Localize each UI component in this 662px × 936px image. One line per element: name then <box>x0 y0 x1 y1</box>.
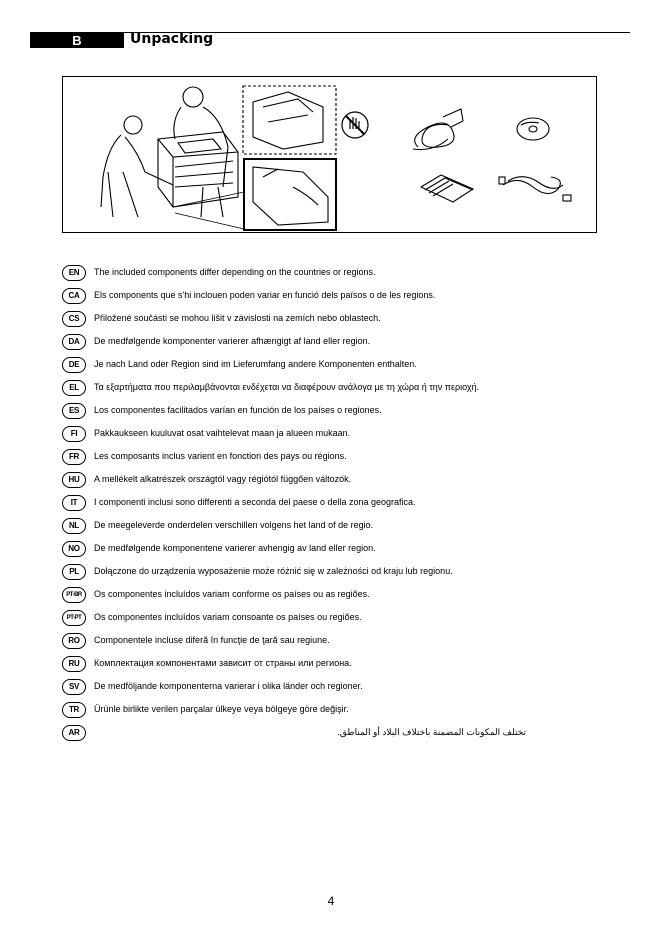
language-text: The included components differ depending on the countries or regions. <box>94 267 376 277</box>
unpacking-illustration <box>63 77 598 234</box>
language-row-sv <box>62 678 622 701</box>
language-text: Pakkaukseen kuuluvat osat vaihtelevat maan ja alueen mukaan. <box>94 428 351 438</box>
unpacking-figure <box>62 76 597 233</box>
language-text: Os componentes incluídos variam conforme os países ou as regiões. <box>94 589 370 599</box>
language-text: Los componentes facilitados varían en función de los países o regiones. <box>94 405 382 415</box>
language-code-badge: RU <box>62 656 86 672</box>
language-text: Os componentes incluídos variam consoante os países ou regiões. <box>94 612 362 622</box>
language-row-ro <box>62 632 622 655</box>
language-code-badge: FR <box>62 449 86 465</box>
language-text: De medfølgende komponentene varierer avhengig av land eller region. <box>94 543 376 553</box>
language-code-badge: PL <box>62 564 86 580</box>
language-code-badge: FI <box>62 426 86 442</box>
power-cord-icon <box>413 109 463 150</box>
language-row-pt-br <box>62 586 622 609</box>
language-code-badge: PT-PT <box>62 610 86 626</box>
language-list <box>62 264 622 747</box>
language-row-ca <box>62 287 622 310</box>
language-text: Комплектация компонентами зависит от страны или региона. <box>94 658 352 668</box>
language-text: Je nach Land oder Region sind im Lieferumfang andere Komponenten enthalten. <box>94 359 417 369</box>
language-code-badge: RO <box>62 633 86 649</box>
language-row-el <box>62 379 622 402</box>
language-row-no <box>62 540 622 563</box>
language-code-badge: HU <box>62 472 86 488</box>
language-text: Ürünle birlikte verilen parçalar ülkeye veya bölgeye göre değişir. <box>94 704 349 714</box>
document-folder-icon <box>421 175 473 202</box>
language-row-es <box>62 402 622 425</box>
language-code-badge: EN <box>62 265 86 281</box>
cd-icon <box>517 118 549 140</box>
language-code-badge: ES <box>62 403 86 419</box>
language-code-badge: DE <box>62 357 86 373</box>
language-text: Přiložené součásti se mohou lišit v závislosti na zemích nebo oblastech. <box>94 313 381 323</box>
language-code-badge: NL <box>62 518 86 534</box>
language-code-badge: CS <box>62 311 86 327</box>
language-row-nl <box>62 517 622 540</box>
language-code-badge: IT <box>62 495 86 511</box>
page-number: 4 <box>327 894 335 908</box>
language-text: De medföljande komponenterna varierar i olika länder och regioner. <box>94 681 363 691</box>
language-row-cs <box>62 310 622 333</box>
language-row-de <box>62 356 622 379</box>
section-badge: B <box>30 33 124 48</box>
language-text: I componenti inclusi sono differenti a seconda del paese o della zona geografica. <box>94 497 416 507</box>
language-row-pt-pt <box>62 609 622 632</box>
language-row-it <box>62 494 622 517</box>
language-text: تختلف المكونات المضمنة باختلاف البلاد أو المناطق. <box>337 727 526 737</box>
language-text: Dołączone do urządzenia wyposażenie może różnić się w zależności od kraju lub regionu. <box>94 566 453 576</box>
language-text: A mellékelt alkatrészek országtól vagy régiótól függően változók. <box>94 474 352 484</box>
language-text: De meegeleverde onderdelen verschillen volgens het land of de regio. <box>94 520 374 530</box>
language-row-da <box>62 333 622 356</box>
language-code-badge: NO <box>62 541 86 557</box>
language-row-fi <box>62 425 622 448</box>
language-text: Les composants inclus varient en fonction des pays ou régions. <box>94 451 347 461</box>
people-lifting-copier-illustration <box>101 86 336 230</box>
language-code-badge: SV <box>62 679 86 695</box>
language-row-pl <box>62 563 622 586</box>
language-row-en <box>62 264 622 287</box>
language-row-ru <box>62 655 622 678</box>
language-row-hu <box>62 471 622 494</box>
language-code-badge: AR <box>62 725 86 741</box>
language-code-badge: PT-BR <box>62 587 86 603</box>
usb-cable-icon <box>499 177 571 201</box>
language-text: De medfølgende komponenter varierer afhængigt af land eller region. <box>94 336 371 346</box>
language-row-fr <box>62 448 622 471</box>
language-code-badge: TR <box>62 702 86 718</box>
section-title: Unpacking <box>130 31 214 47</box>
language-row-ar <box>62 724 622 747</box>
language-text: Componentele incluse diferă în funcţie de ţară sau regiune. <box>94 635 330 645</box>
language-text: Els components que s'hi inclouen poden variar en funció dels països o de les regions. <box>94 290 436 300</box>
language-text: Τα εξαρτήματα που περιλαμβάνονται ενδέχεται να διαφέρουν ανάλογα με τη χώρα ή την περιοχή. <box>94 382 480 392</box>
language-code-badge: EL <box>62 380 86 396</box>
no-hand-icon <box>342 112 368 138</box>
language-row-tr <box>62 701 622 724</box>
language-code-badge: DA <box>62 334 86 350</box>
language-code-badge: CA <box>62 288 86 304</box>
